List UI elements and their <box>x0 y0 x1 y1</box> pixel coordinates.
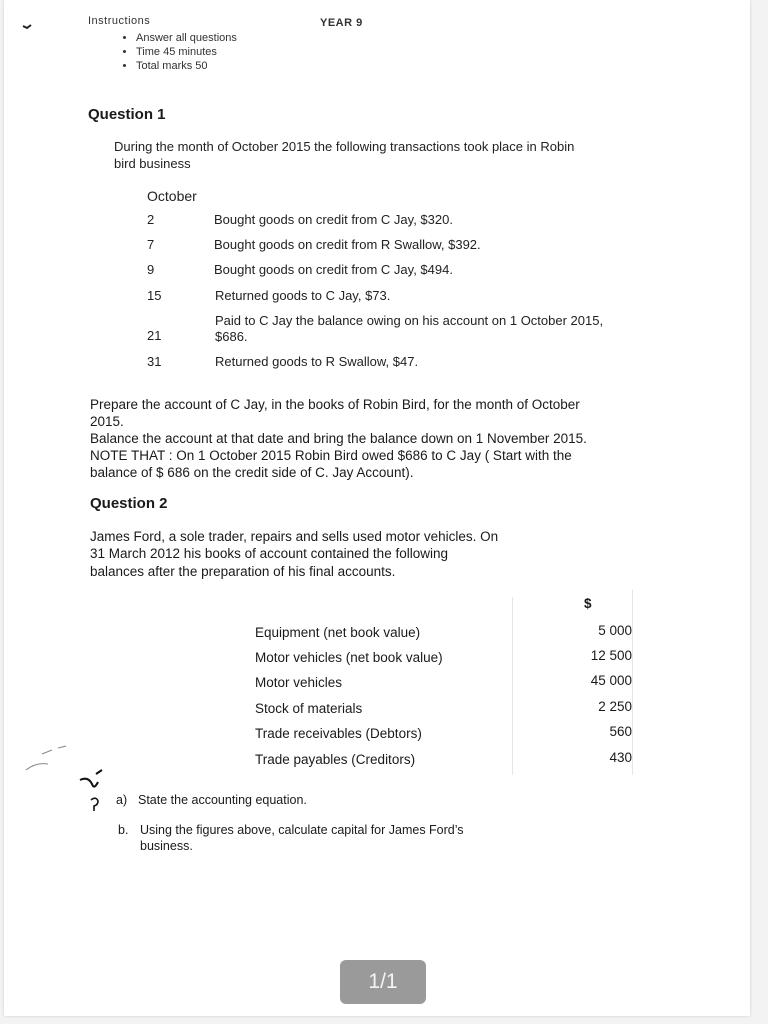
year-label: YEAR 9 <box>320 17 363 29</box>
currency-header: $ <box>584 596 592 611</box>
transaction-description: Returned goods to C Jay, $73. <box>215 288 391 303</box>
question-1-task: Balance the account at that date and bring the balance down on 1 November 2015. <box>90 431 587 446</box>
balance-value: 5 000 <box>598 623 632 638</box>
question-1-task: 2015. <box>90 414 124 429</box>
part-a-marker: a) <box>116 793 128 807</box>
balance-value: 2 250 <box>598 699 632 714</box>
balance-label: Trade receivables (Debtors) <box>255 726 422 741</box>
balance-value: 12 500 <box>590 648 632 663</box>
transaction-day: 2 <box>147 212 155 227</box>
transaction-description: Returned goods to R Swallow, $47. <box>215 354 419 369</box>
pen-scribble-icon <box>22 740 112 800</box>
question-2-intro: balances after the preparation of his final accounts. <box>90 564 396 579</box>
transaction-day: 9 <box>147 262 155 277</box>
part-b-question-cont: business. <box>140 839 193 853</box>
balance-label: Trade payables (Creditors) <box>255 752 416 767</box>
question-1-intro: During the month of October 2015 the following transactions took place in Robin <box>114 139 575 154</box>
table-divider <box>512 597 513 775</box>
part-a-question: State the accounting equation. <box>138 793 307 807</box>
question-2-intro: James Ford, a sole trader, repairs and sells used motor vehicles. On <box>90 529 499 544</box>
transaction-day: 31 <box>147 354 162 369</box>
instructions-label: Instructions <box>88 15 151 27</box>
table-divider <box>632 590 633 775</box>
transaction-day: 7 <box>147 237 155 252</box>
question-mark-scribble-icon <box>88 796 102 814</box>
transaction-day: 15 <box>147 288 162 303</box>
part-b-marker: b. <box>118 823 129 837</box>
question-2-intro: 31 March 2012 his books of account contained the following <box>90 546 448 561</box>
instructions-list <box>114 31 237 73</box>
question-1-intro-cont: bird business <box>114 156 191 171</box>
transaction-day: 21 <box>147 328 162 343</box>
balance-value: 45 000 <box>590 673 632 688</box>
instruction-item: • Answer all questions <box>136 31 237 45</box>
instruction-item: • Time 45 minutes <box>136 45 237 59</box>
balance-value: 430 <box>609 750 632 765</box>
question-1-title: Question 1 <box>88 106 166 123</box>
month-label: October <box>147 188 197 204</box>
scan-mark-icon <box>22 22 32 30</box>
document-page <box>4 0 750 1016</box>
transaction-description-cont: $686. <box>215 329 248 344</box>
balance-label: Stock of materials <box>255 701 363 716</box>
transaction-description: Paid to C Jay the balance owing on his account on 1 October 2015, <box>215 313 604 328</box>
question-1-note: NOTE THAT : On 1 October 2015 Robin Bird owed $686 to C Jay ( Start with the <box>90 448 572 463</box>
balance-label: Motor vehicles <box>255 675 343 690</box>
balance-label: Motor vehicles (net book value) <box>255 650 443 665</box>
question-1-note: balance of $ 686 on the credit side of C. Jay Account). <box>90 465 414 480</box>
balance-value: 560 <box>609 724 632 739</box>
page-indicator[interactable]: 1/1 <box>340 960 426 1004</box>
transaction-description: Bought goods on credit from C Jay, $320. <box>214 212 453 227</box>
balance-label: Equipment (net book value) <box>255 625 421 640</box>
instruction-item: • Total marks 50 <box>136 59 237 73</box>
question-2-title: Question 2 <box>90 495 168 512</box>
part-b-question: Using the figures above, calculate capital for James Ford’s <box>140 823 464 837</box>
transaction-description: Bought goods on credit from R Swallow, $392. <box>214 237 481 252</box>
transaction-description: Bought goods on credit from C Jay, $494. <box>214 262 453 277</box>
question-1-task: Prepare the account of C Jay, in the books of Robin Bird, for the month of October <box>90 397 580 412</box>
